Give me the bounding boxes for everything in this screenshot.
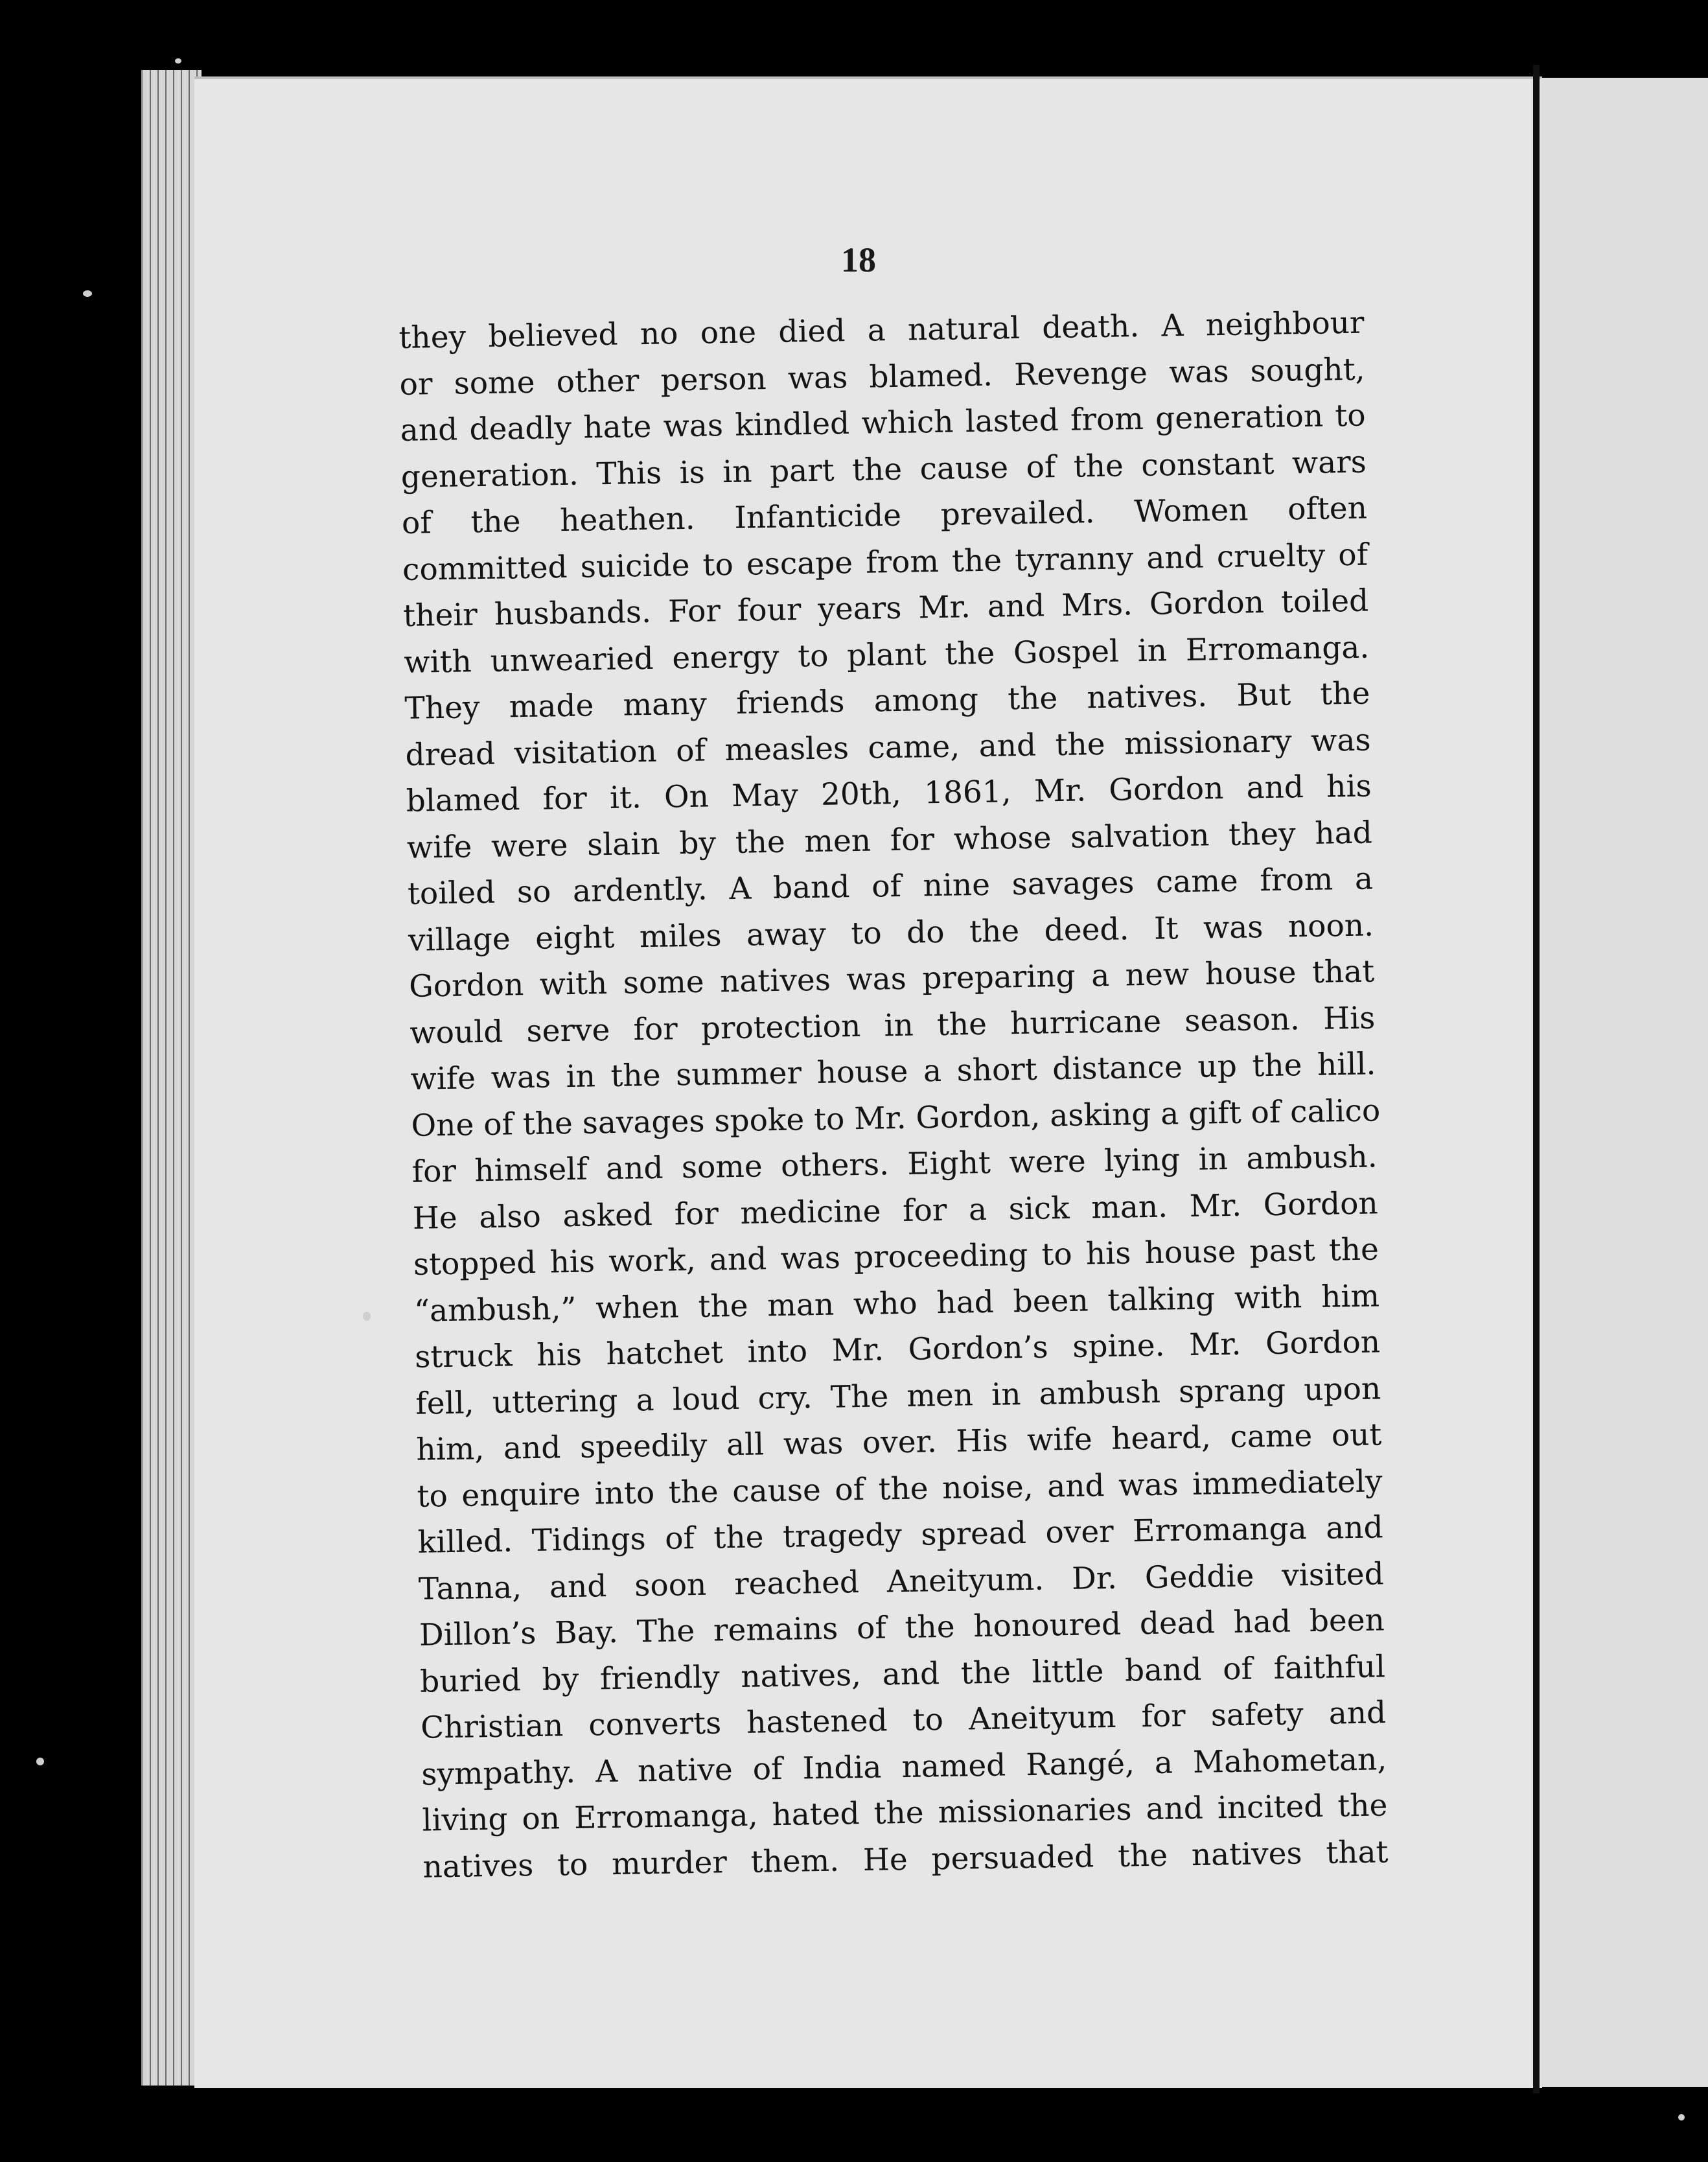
text-line: wife were slain by the men for whose salvation they had bbox=[406, 814, 1373, 866]
text-line: toiled so ardently. A band of nine savages came from a bbox=[407, 861, 1374, 912]
text-line: and deadly hate was kindled which lasted from generation to bbox=[400, 397, 1367, 448]
page-number: 18 bbox=[841, 240, 876, 279]
page-edge-stack bbox=[141, 70, 202, 2086]
facing-page-edge bbox=[1541, 78, 1708, 2087]
text-line: natives to murder them. He persuaded the natives that bbox=[422, 1833, 1389, 1885]
text-line: sympathy. A native of India named Rangé, a Mahometan, bbox=[421, 1741, 1387, 1793]
text-line: living on Erromanga, hated the missionaries and incited the bbox=[422, 1787, 1388, 1839]
body-text bbox=[398, 300, 1389, 1890]
text-line: He also asked for medicine for a sick man. Mr. Gordon bbox=[412, 1185, 1379, 1237]
text-line: stopped his work, and was proceeding to his house past the bbox=[413, 1231, 1379, 1283]
text-line: They made many friends among the natives. But the bbox=[404, 675, 1370, 726]
dust-speck bbox=[83, 290, 92, 297]
text-line: would serve for protection in the hurricane season. His bbox=[409, 999, 1376, 1051]
text-line: buried by friendly natives, and the little band of faithful bbox=[419, 1648, 1386, 1700]
text-line: killed. Tidings of the tragedy spread over Erromanga and bbox=[417, 1509, 1384, 1561]
text-line: or some other person was blamed. Revenge was sought, bbox=[399, 351, 1365, 402]
text-line: their husbands. For four years Mr. and Mrs. Gordon toiled bbox=[402, 583, 1369, 634]
text-line: Tanna, and soon reached Aneityum. Dr. Geddie visited bbox=[418, 1555, 1385, 1607]
text-line: committed suicide to escape from the tyranny and cruelty of bbox=[402, 537, 1368, 588]
dust-speck bbox=[175, 58, 181, 64]
text-line: fell, uttering a loud cry. The men in ambush sprang upon bbox=[415, 1370, 1381, 1422]
book-gutter bbox=[1533, 65, 1540, 2093]
text-line: blamed for it. On May 20th, 1861, Mr. Gordon and his bbox=[406, 768, 1372, 819]
text-line: they believed no one died a natural death. A neighbour bbox=[398, 305, 1365, 356]
text-line: village eight miles away to do the deed. It was noon. bbox=[408, 907, 1374, 959]
text-line: to enquire into the cause of the noise, and was immediately bbox=[417, 1463, 1383, 1515]
text-line: “ambush,” when the man who had been talking with him bbox=[413, 1277, 1380, 1329]
dust-speck bbox=[363, 1312, 371, 1321]
text-line: of the heathen. Infanticide prevailed. Women often bbox=[401, 490, 1368, 541]
text-line: for himself and some others. Eight were lying in ambush. bbox=[411, 1139, 1378, 1190]
text-line: wife was in the summer house a short distance up the hill. bbox=[410, 1046, 1376, 1097]
text-line: Gordon with some natives was preparing a new house that bbox=[408, 953, 1375, 1005]
dust-speck bbox=[1678, 2114, 1685, 2121]
text-line: Dillon’s Bay. The remains of the honoured dead had been bbox=[419, 1602, 1385, 1653]
text-line: generation. This is in part the cause of the constant wars bbox=[400, 444, 1367, 495]
text-line: struck his hatchet into Mr. Gordon’s spine. Mr. Gordon bbox=[414, 1324, 1381, 1375]
text-line: One of the savages spoke to Mr. Gordon, asking a gift of calico bbox=[411, 1092, 1381, 1144]
text-line: Christian converts hastened to Aneityum for safety and bbox=[420, 1695, 1387, 1746]
text-line: dread visitation of measles came, and the missionary was bbox=[405, 722, 1371, 773]
text-line: with unwearied energy to plant the Gospel in Erromanga. bbox=[403, 629, 1370, 680]
dust-speck bbox=[36, 1758, 44, 1765]
text-line: him, and speedily all was over. His wife heard, came out bbox=[416, 1417, 1382, 1468]
